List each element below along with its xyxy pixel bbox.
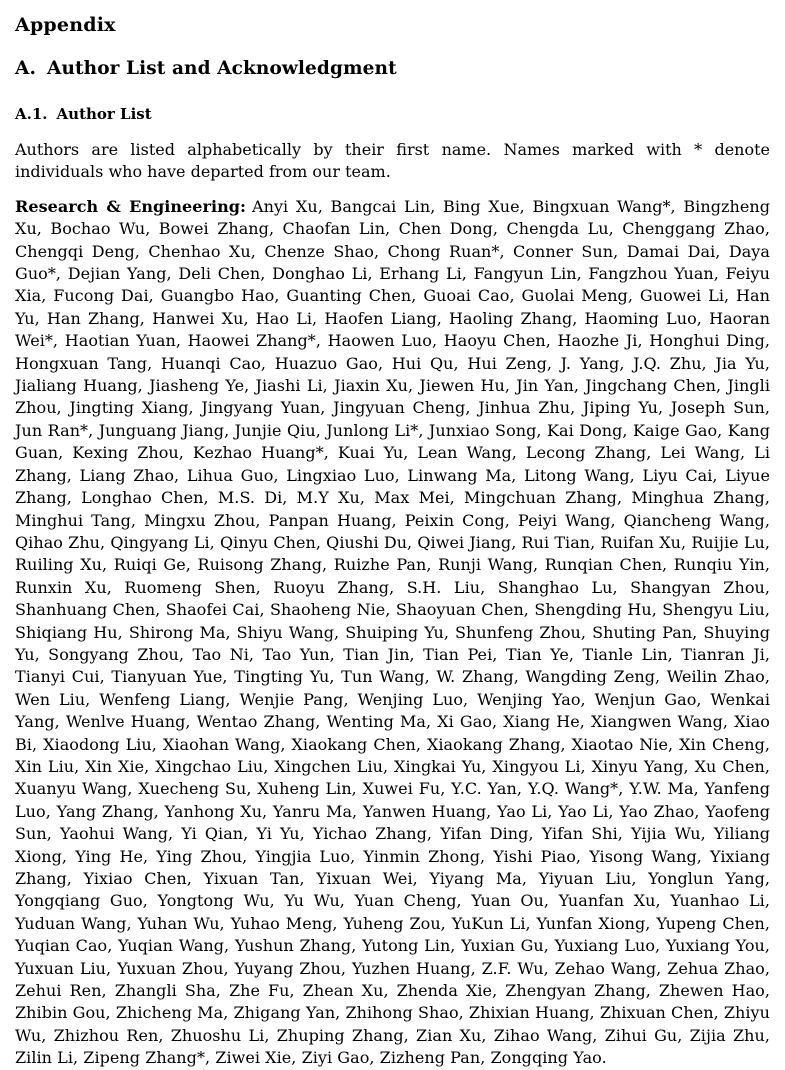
- author-names: Anyi Xu, Bangcai Lin, Bing Xue, Bingxuan Wang*, Bingzheng Xu, Bochao Wu, Bowei Zhang, Chaofan Lin, Chen Dong, Chengda Lu, Chenggang Zhao, Chengqi Deng, Chenhao Xu, Chenze Shao, Chong Ruan*, Conner Sun, Damai Dai, Daya Guo*, Dejian Yang, Deli Chen, Donghao Li, Erhang Li, Fangyun Lin, Fangzhou Yuan, Feiyu Xia, Fucong Dai, Guangbo Hao, Guanting Chen, Guoai Cao, Guolai Meng, Guowei Li, Han Yu, Han Zhang, Hanwei Xu, Hao Li, Haofen Liang, Haoling Zhang, Haoming Luo, Haoran Wei*, Haotian Yuan, Haowei Zhang*, Haowen Luo, Haoyu Chen, Haozhe Ji, Honghui Ding, Hongxuan Tang, Huanqi Cao, Huazuo Gao, Hui Qu, Hui Zeng, J. Yang, J.Q. Zhu, Jia Yu, Jialiang Huang, Jiasheng Ye, Jiashi Li, Jiaxin Xu, Jiewen Hu, Jin Yan, Jingchang Chen, Jingli Zhou, Jingting Xiang, Jingyang Yuan, Jingyuan Cheng, Jinhua Zhu, Jiping Yu, Joseph Sun, Jun Ran*, Junguang Jiang, Junjie Qiu, Junlong Li*, Junxiao Song, Kai Dong, Kaige Gao, Kang Guan, Kexing Zhou, Kezhao Huang*, Kuai Yu, Lean Wang, Lecong Zhang, Lei Wang, Li Zhang, Liang Zhao, Lihua Guo, Lingxiao Luo, Linwang Ma, Litong Wang, Liyu Cai, Liyue Zhang, Longhao Chen, M.S. Di, M.Y Xu, Max Mei, Mingchuan Zhang, Minghua Zhang, Minghui Tang, Mingxu Zhou, Panpan Huang, Peixin Cong, Peiyi Wang, Qiancheng Wang, Qihao Zhu, Qingyang Li, Qinyu Chen, Qiushi Du, Qiwei Jiang, Rui Tian, Ruifan Xu, Ruijie Lu, Ruiling Xu, Ruiqi Ge, Ruisong Zhang, Ruizhe Pan, Runji Wang, Runqian Chen, Runqiu Yin, Runxin Xu, Ruomeng Shen, Ruoyu Zhang, S.H. Liu, Shanghao Lu, Shangyan Zhou, Shanhuang Chen, Shaofei Cai, Shaoheng Nie, Shaoyuan Chen, Shengding Hu, Shengyu Liu, Shiqiang Hu, Shirong Ma, Shiyu Wang, Shuiping Yu, Shunfeng Zhou, Shuting Pan, Shuying Yu, Songyang Zhou, Tao Ni, Tao Yun, Tian Jin, Tian Pei, Tian Ye, Tianle Lin, Tianran Ji, Tianyi Cui, Tianyuan Yue, Tingting Yu, Tun Wang, W. Zhang, Wangding Zeng, Weilin Zhao, Wen Liu, Wenfeng Liang, Wenjie Pang, Wenjing Luo, Wenjing Yao, Wenjun Gao, Wenkai Yang, Wenlve Huang, Wentao Zhang, Wenting Ma, Xi Gao, Xiang He, Xiangwen Wang, Xiao Bi, Xiaodong Liu, Xiaohan Wang, Xiaokang Chen, Xiaokang Zhang, Xiaotao Nie, Xin Cheng, Xin Liu, Xin Xie, Xingchao Liu, Xingchen Liu, Xingkai Yu, Xingyou Li, Xinyu Yang, Xu Chen, Xuanyu Wang, Xuecheng Su, Xuheng Lin, Xuwei Fu, Y.C. Yan, Y.Q. Wang*, Y.W. Ma, Yanfeng Luo, Yang Zhang, Yanhong Xu, Yanru Ma, Yanwen Huang, Yao Li, Yao Li, Yao Zhao, Yaofeng Sun, Yaohui Wang, Yi Qian, Yi Yu, Yichao Zhang, Yifan Ding, Yifan Shi, Yijia Wu, Yiliang Xiong, Ying He, Ying Zhou, Yingjia Luo, Yinmin Zhong, Yishi Piao, Yisong Wang, Yixiang Zhang, Yixiao Chen, Yixuan Tan, Yixuan Wei, Yiyang Ma, Yiyuan Liu, Yonglun Yang, Yongqiang Guo, Yongtong Wu, Yu Wu, Yuan Cheng, Yuan Ou, Yuanfan Xu, Yuanhao Li, Yuduan Wang, Yuhan Wu, Yuhao Meng, Yuheng Zou, YuKun Li, Yunfan Xiong, Yupeng Chen, Yuqian Cao, Yuqian Wang, Yushun Zhang, Yutong Lin, Yuxian Gu, Yuxiang Luo, Yuxiang You, Yuxuan Liu, Yuxuan Zhou, Yuyang Zhou, Yuzhen Huang, Z.F. Wu, Zehao Wang, Zehua Zhao, Zehui Ren, Zhangli Sha, Zhe Fu, Zhean Xu, Zhenda Xie, Zhengyan Zhang, Zhewen Hao, Zhibin Gou, Zhicheng Ma, Zhigang Yan, Zhihong Shao, Zhixian Huang, Zhixuan Chen, Zhiyu Wu, Zhizhou Ren, Zhuoshu Li, Zhuping Zhang, Zian Xu, Zihao Wang, Zihui Gu, Zijia Zhu, Zilin Li, Zipeng Zhang*, Ziwei Xie, Ziyi Gao, Zizheng Pan, Zongqing Yao: [15, 196, 770, 1068]
- section-title: Author List and Acknowledgment: [47, 58, 397, 79]
- section-heading: [15, 56, 770, 81]
- author-list-paragraph: [15, 196, 770, 1070]
- subsection-title: Author List: [56, 105, 152, 123]
- research-engineering-group-label: Research & Engineering:: [15, 196, 246, 216]
- author-list-end-punctuation: .: [601, 1048, 607, 1068]
- subsection-heading: [15, 104, 770, 124]
- intro-paragraph: Authors are listed alphabetically by their first name. Names marked with * denote individuals who have departed from our team.: [15, 140, 770, 182]
- subsection-number: A.1.: [15, 105, 48, 123]
- section-number: A.: [15, 58, 36, 79]
- appendix-title: Appendix: [15, 14, 116, 36]
